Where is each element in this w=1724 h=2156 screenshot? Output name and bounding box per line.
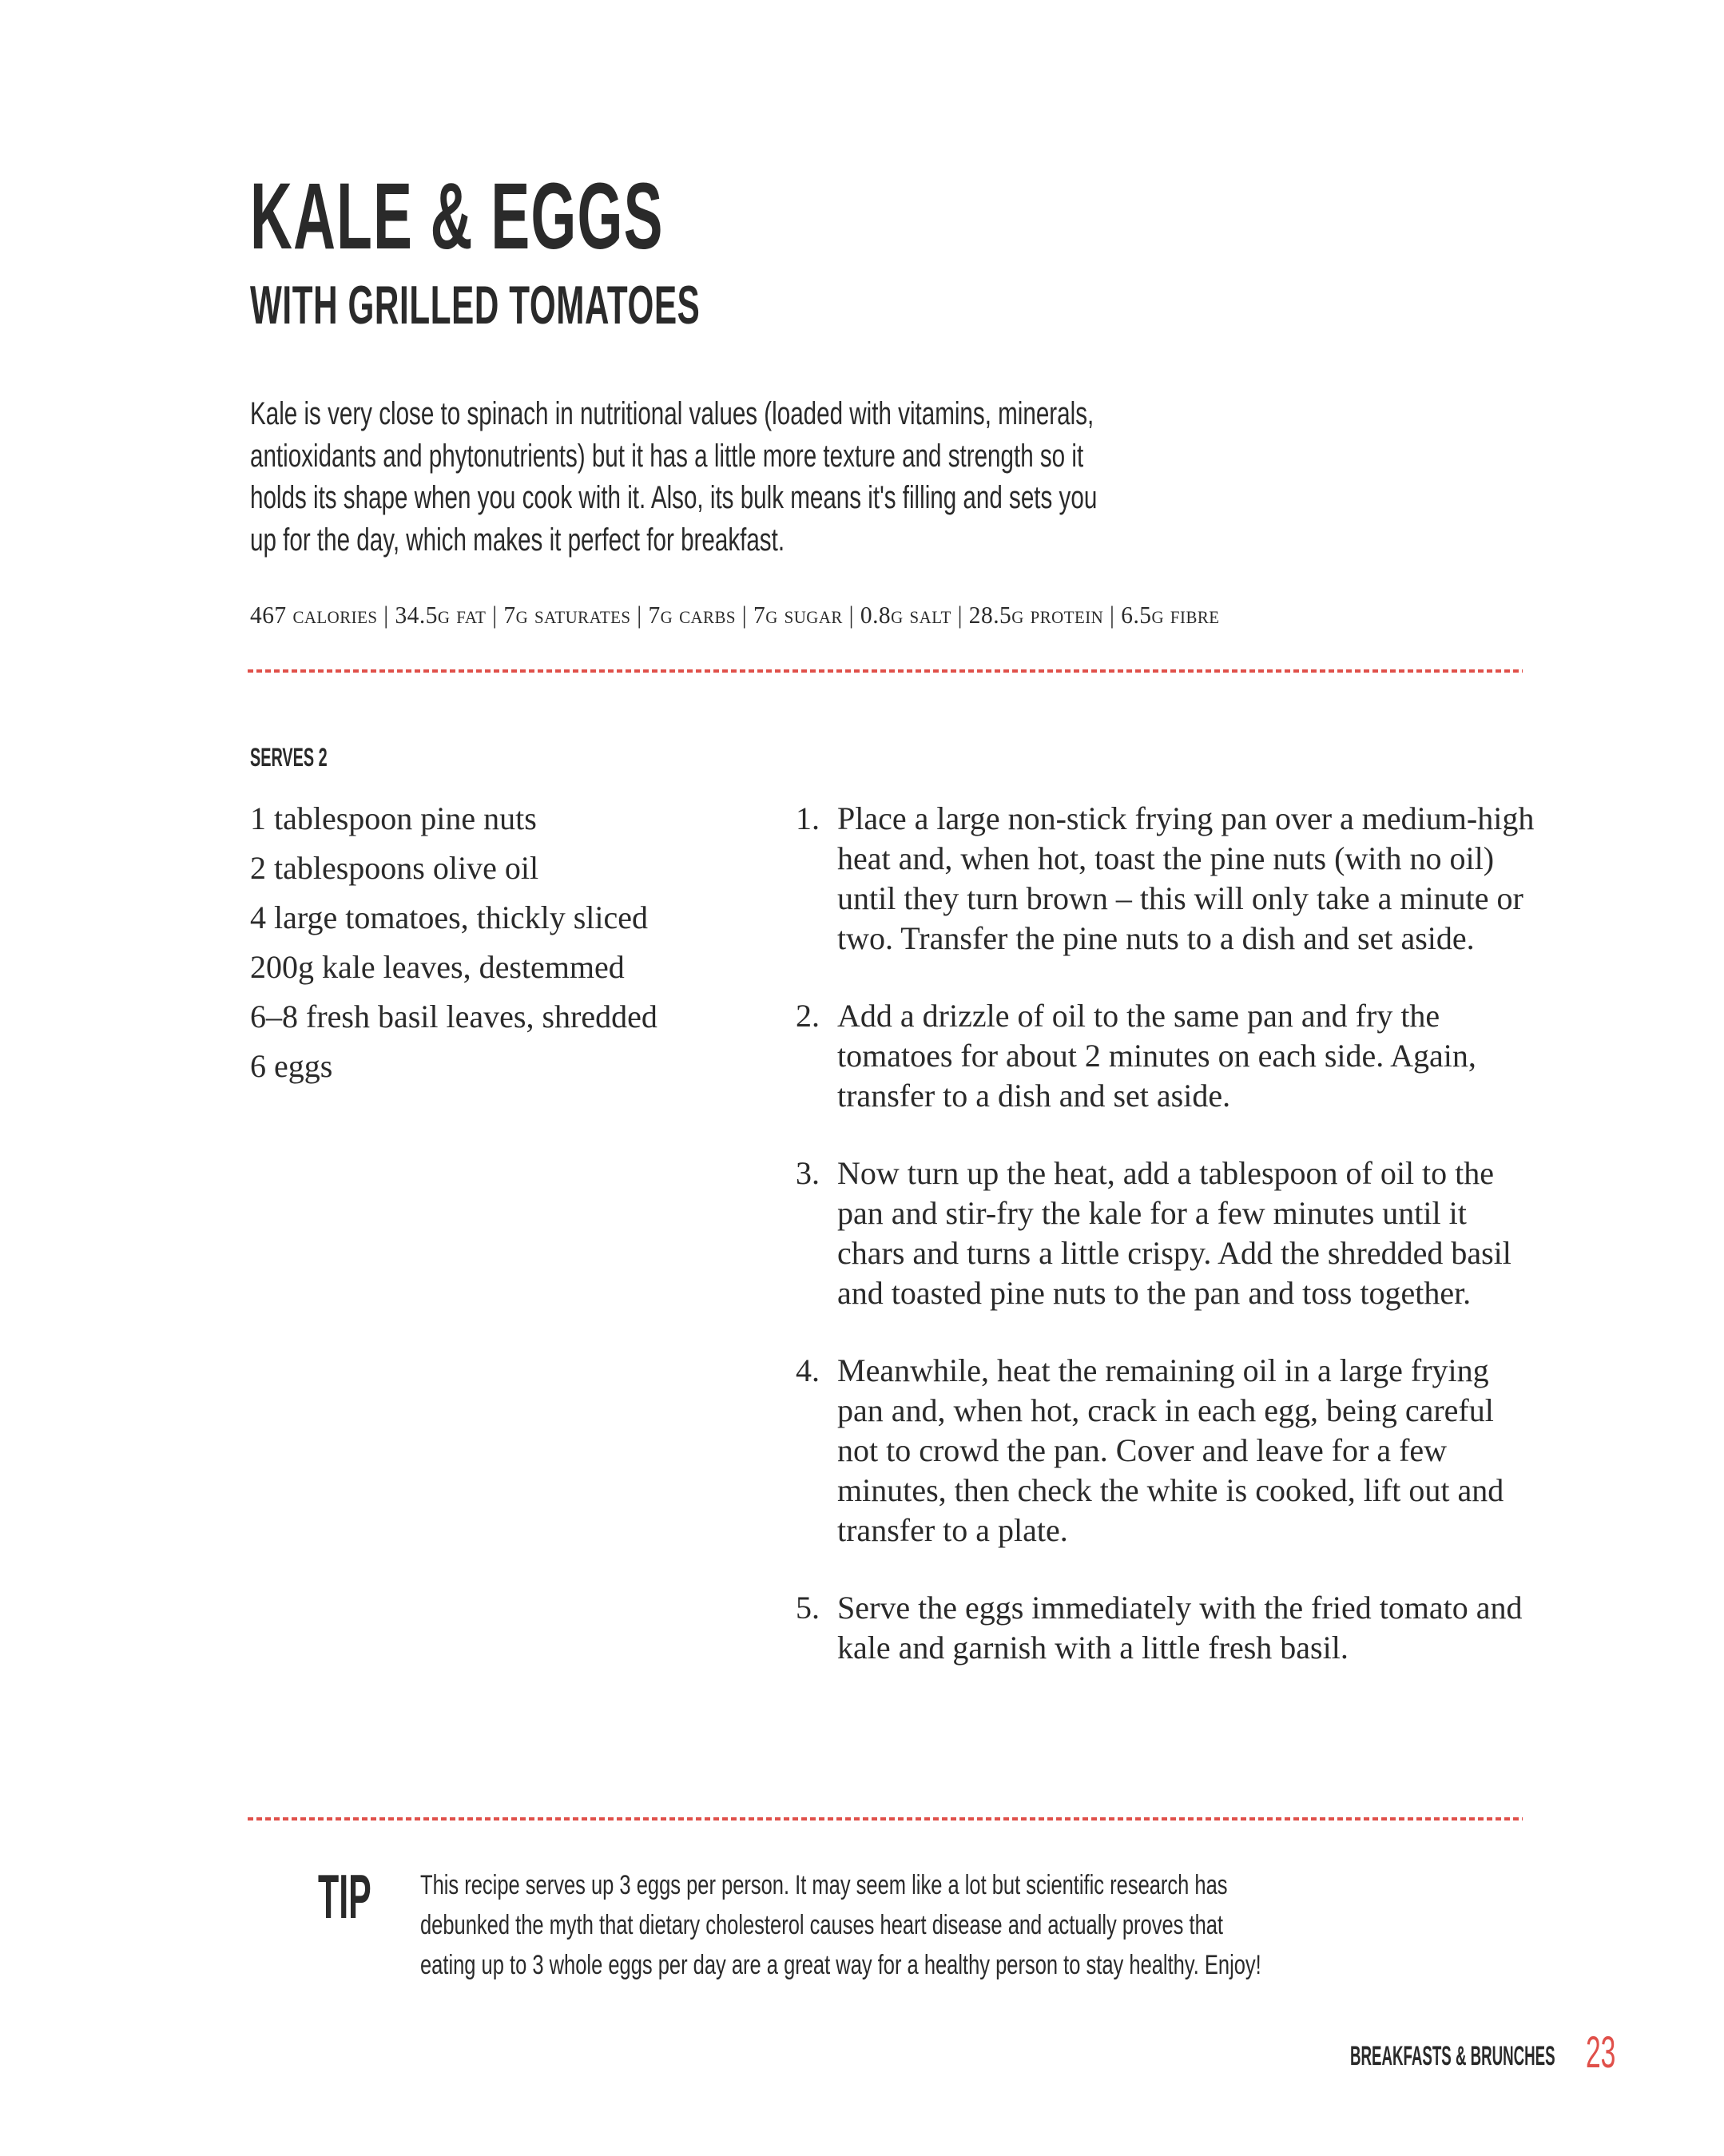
- step-text: Add a drizzle of oil to the same pan and fry the tomatoes for about 2 minutes on each side. Again, transfer to a dish and set aside.: [837, 998, 1476, 1114]
- tip-label-text: TIP: [318, 1861, 371, 1932]
- ingredient-item: 6–8 fresh basil leaves, shredded: [250, 999, 657, 1034]
- ingredient-item: 2 tablespoons olive oil: [250, 850, 539, 886]
- step-number: 2.: [796, 998, 820, 1034]
- ingredient-item: 6 eggs: [250, 1048, 333, 1084]
- intro-line: holds its shape when you cook with it. Also, its bulk means it's filling and sets you: [250, 480, 1098, 515]
- recipe-title: [250, 164, 917, 269]
- step-number: 5.: [796, 1590, 820, 1626]
- step-item: [796, 1588, 1539, 1668]
- tip-line: This recipe serves up 3 eggs per person. It may seem like a lot but scientific research has: [420, 1870, 1228, 1900]
- step-item: [796, 1153, 1539, 1313]
- step-text: Place a large non-stick frying pan over a medium-high heat and, when hot, toast the pine nuts (with no oil) until they turn brown – this will only take a minute or two. Transfer the pine nuts to a dish and set aside.: [837, 800, 1535, 956]
- method-steps: [796, 799, 1539, 1705]
- tip-label: [318, 1861, 415, 1932]
- footer-section-text: BREAKFASTS & BRUNCHES: [1350, 2041, 1555, 2071]
- intro-line: up for the day, which makes it perfect for breakfast.: [250, 522, 785, 558]
- step-item: [796, 799, 1539, 959]
- tip-line: eating up to 3 whole eggs per day are a great way for a healthy person to stay healthy. Enjoy!: [420, 1950, 1261, 1980]
- intro-paragraph: [250, 393, 1395, 561]
- recipe-subtitle: [250, 275, 976, 336]
- ingredients-list: [250, 799, 697, 1096]
- dashed-divider: [248, 669, 1523, 673]
- ingredient-item: 4 large tomatoes, thickly sliced: [250, 899, 649, 935]
- step-text: Meanwhile, heat the remaining oil in a large frying pan and, when hot, crack in each egg, being careful not to crowd the pan. Cover and leave for a few minutes, then check the white is cooked, lift out and transfer to a plate.: [837, 1352, 1504, 1548]
- intro-line: antioxidants and phytonutrients) but it has a little more texture and strength so it: [250, 438, 1084, 474]
- step-number: 4.: [796, 1352, 820, 1388]
- ingredient-item: 200g kale leaves, destemmed: [250, 949, 625, 985]
- nutrition-text: 467 calories | 34.5g fat | 7g saturates | 7g carbs | 7g sugar | 0.8g salt | 28.5g protein | 6.5g fibre: [250, 601, 1220, 629]
- ingredient-item: 1 tablespoon pine nuts: [250, 800, 537, 836]
- step-text: Serve the eggs immediately with the fried tomato and kale and garnish with a little fresh basil.: [837, 1590, 1523, 1666]
- step-item: [796, 996, 1539, 1116]
- serves-label: [250, 743, 375, 772]
- tip-text: [420, 1865, 1542, 1985]
- intro-line: Kale is very close to spinach in nutritional values (loaded with vitamins, minerals,: [250, 396, 1094, 431]
- footer-section-name: [1350, 2041, 1723, 2072]
- serves-text: SERVES 2: [250, 743, 328, 772]
- step-number: 1.: [796, 800, 820, 836]
- page-number: [1586, 2026, 1635, 2078]
- step-item: [796, 1351, 1539, 1550]
- dashed-divider: [248, 1817, 1523, 1820]
- step-number: 3.: [796, 1155, 820, 1191]
- step-text: Now turn up the heat, add a tablespoon of oil to the pan and stir-fry the kale for a few minutes until it chars and turns a little crispy. Add the shredded basil and toasted pine nuts to the pan and toss together.: [837, 1155, 1511, 1311]
- recipe-title-text: KALE & EGGS: [250, 164, 664, 269]
- recipe-subtitle-text: WITH GRILLED TOMATOES: [250, 275, 701, 336]
- page-number-text: 23: [1586, 2027, 1616, 2077]
- tip-line: debunked the myth that dietary cholesterol causes heart disease and actually proves that: [420, 1910, 1224, 1940]
- nutrition-info: [250, 601, 1270, 629]
